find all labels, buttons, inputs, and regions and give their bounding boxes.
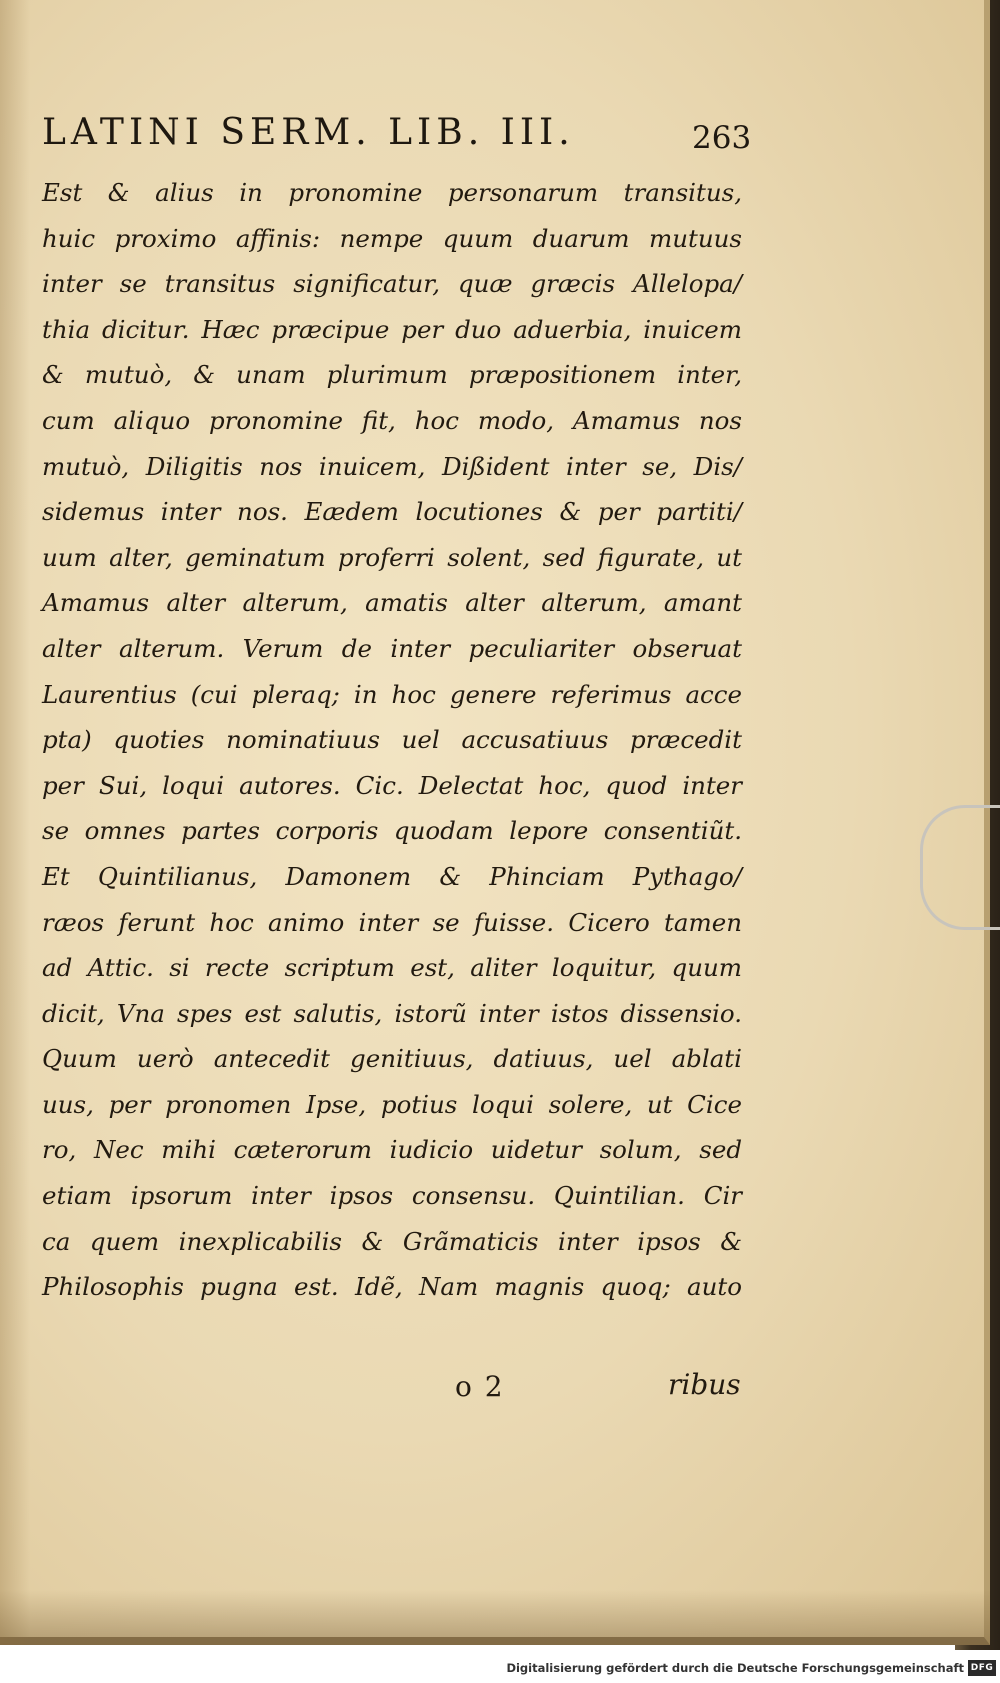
credit-bar	[0, 1657, 1000, 1683]
text-line: per Sui, loqui autores. Cic. Delectat hoc, quod inter	[42, 770, 742, 800]
text-line: uus, per pronomen Ipse, potius loqui solere, ut Cice	[42, 1089, 742, 1119]
text-line: mutuò, Diligitis nos inuicem, Dißident inter se, Dis/	[42, 451, 742, 481]
text-line: inter se transitus significatur, quæ græcis Allelopa/	[42, 269, 742, 299]
signature-mark: o 2	[455, 1370, 505, 1403]
text-line: Amamus alter alterum, amatis alter alterum, amant	[42, 588, 742, 618]
text-line: se omnes partes corporis quodam lepore consentiũt.	[42, 816, 742, 846]
text-line: huic proximo affinis: nempe quum duarum mutuus	[42, 223, 742, 253]
text-line: alter alterum. Verum de inter peculiariter obseruat	[42, 633, 742, 663]
page-shadow-bottom	[0, 1590, 990, 1645]
page-number: 263	[692, 120, 752, 156]
book-clasp	[920, 805, 1000, 930]
running-head: LATINI SERM. LIB. III.	[42, 112, 575, 153]
text-line: thia dicitur. Hæc præcipue per duo aduerbia, inuicem	[42, 314, 742, 344]
text-line: ad Attic. si recte scriptum est, aliter loquitur, quum	[42, 953, 742, 983]
text-line: Quum uerò antecedit genitiuus, datiuus, uel ablati	[42, 1044, 742, 1074]
text-line: Est & alius in pronomine personarum transitus,	[42, 178, 742, 207]
text-line: Laurentius (cui pleraq; in hoc genere referimus acce	[42, 679, 742, 709]
text-line: ro, Nec mihi cæterorum iudicio uidetur solum, sed	[42, 1135, 742, 1165]
text-line: pta) quoties nominatiuus uel accusatiuus præcedit	[42, 725, 742, 755]
credit-text: Digitalisierung gefördert durch die Deutsche Forschungsgemeinschaft	[506, 1661, 964, 1675]
text-line: etiam ipsorum inter ipsos consensu. Quintilian. Cir	[42, 1181, 742, 1211]
text-line: uum alter, geminatum proferri solent, sed figurate, ut	[42, 542, 742, 572]
body-text	[42, 170, 742, 1310]
text-line: Et Quintilianus, Damonem & Phinciam Pythago/	[42, 861, 742, 891]
text-line: Philosophis pugna est. Idẽ, Nam magnis quoq; auto	[42, 1272, 742, 1302]
catchword: ribus	[668, 1368, 741, 1401]
text-line: dicit, Vna spes est salutis, istorũ inter istos dissensio.	[42, 998, 742, 1028]
text-line: cum aliquo pronomine fit, hoc modo, Amamus nos	[42, 405, 742, 435]
text-line: & mutuò, & unam plurimum præpositionem inter,	[42, 360, 742, 390]
page-shadow-left	[0, 0, 30, 1645]
text-line: ca quem inexplicabilis & Grãmaticis inter ipsos &	[42, 1226, 742, 1256]
text-line: ræos ferunt hoc animo inter se fuisse. Cicero tamen	[42, 907, 742, 937]
dfg-logo-icon: DFG	[968, 1660, 996, 1676]
text-line: sidemus inter nos. Eædem locutiones & per partiti/	[42, 497, 742, 527]
